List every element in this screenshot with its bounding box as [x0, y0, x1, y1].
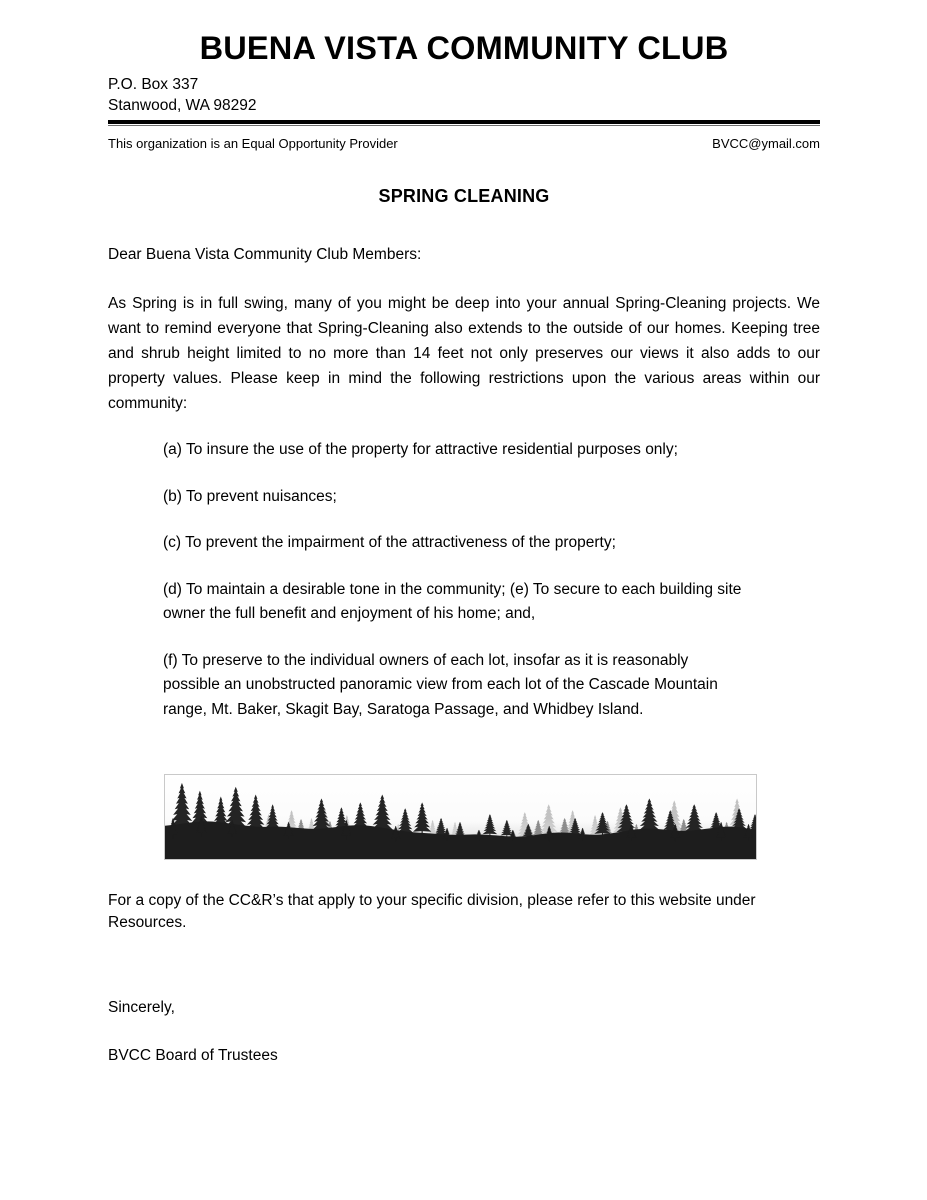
signoff-salutation: Sincerely,	[108, 999, 175, 1017]
divider-thick-line	[108, 120, 820, 124]
intro-paragraph: As Spring is in full swing, many of you might be deep into your annual Spring-Cleaning projects. We want to remind everyone that Spring-Cleaning also extends to the outside of our homes. Keeping tree and shrub height limited to no more than 14 feet not only preserves our views it also adds to our property values. Please keep in mind the following restrictions upon the various areas within our community:	[108, 294, 820, 413]
restriction-item-d-e: (d) To maintain a desirable tone in the community; (e) To secure to each building site owner the full benefit and enjoyment of his home; and,	[163, 580, 742, 623]
salutation: Dear Buena Vista Community Club Members:	[108, 246, 422, 263]
restriction-item-f: (f) To preserve to the individual owners of each lot, insofar as it is reasonably possible an unobstructed panoramic view from each lot of the Cascade Mountain range, Mt. Baker, Skagit Bay, Saratoga Passage, and Whidbey Island.	[163, 651, 718, 718]
contact-email[interactable]: BVCC@ymail.com	[712, 135, 820, 151]
restriction-item-a: (a) To insure the use of the property for attractive residential purposes only;	[163, 441, 678, 459]
restriction-item-c: (c) To prevent the impairment of the attractiveness of the property;	[163, 534, 616, 552]
letterhead-subheader	[108, 136, 820, 153]
equal-opportunity-notice: This organization is an Equal Opportunity Provider	[108, 135, 398, 151]
divider-thin-line	[108, 125, 820, 127]
page-title: SPRING CLEANING	[378, 186, 550, 206]
restrictions-list	[108, 438, 820, 722]
restriction-item-b: (b) To prevent nuisances;	[163, 487, 337, 505]
address-line-city-state-zip: Stanwood, WA 98292	[108, 97, 257, 114]
mailing-address	[108, 75, 820, 116]
closing-note: For a copy of the CC&R’s that apply to your specific division, please refer to this website under Resources.	[108, 892, 756, 931]
signoff-block	[108, 997, 820, 1066]
address-line-po-box: P.O. Box 337	[108, 76, 199, 94]
signoff-signature: BVCC Board of Trustees	[108, 1047, 278, 1065]
forest-silhouette-image	[164, 774, 757, 860]
letter-body	[108, 186, 820, 1067]
organization-title: BUENA VISTA COMMUNITY CLUB	[199, 30, 729, 66]
letterhead	[108, 30, 820, 153]
forest-silhouette-graphic	[165, 775, 756, 859]
letterhead-divider	[108, 120, 820, 127]
